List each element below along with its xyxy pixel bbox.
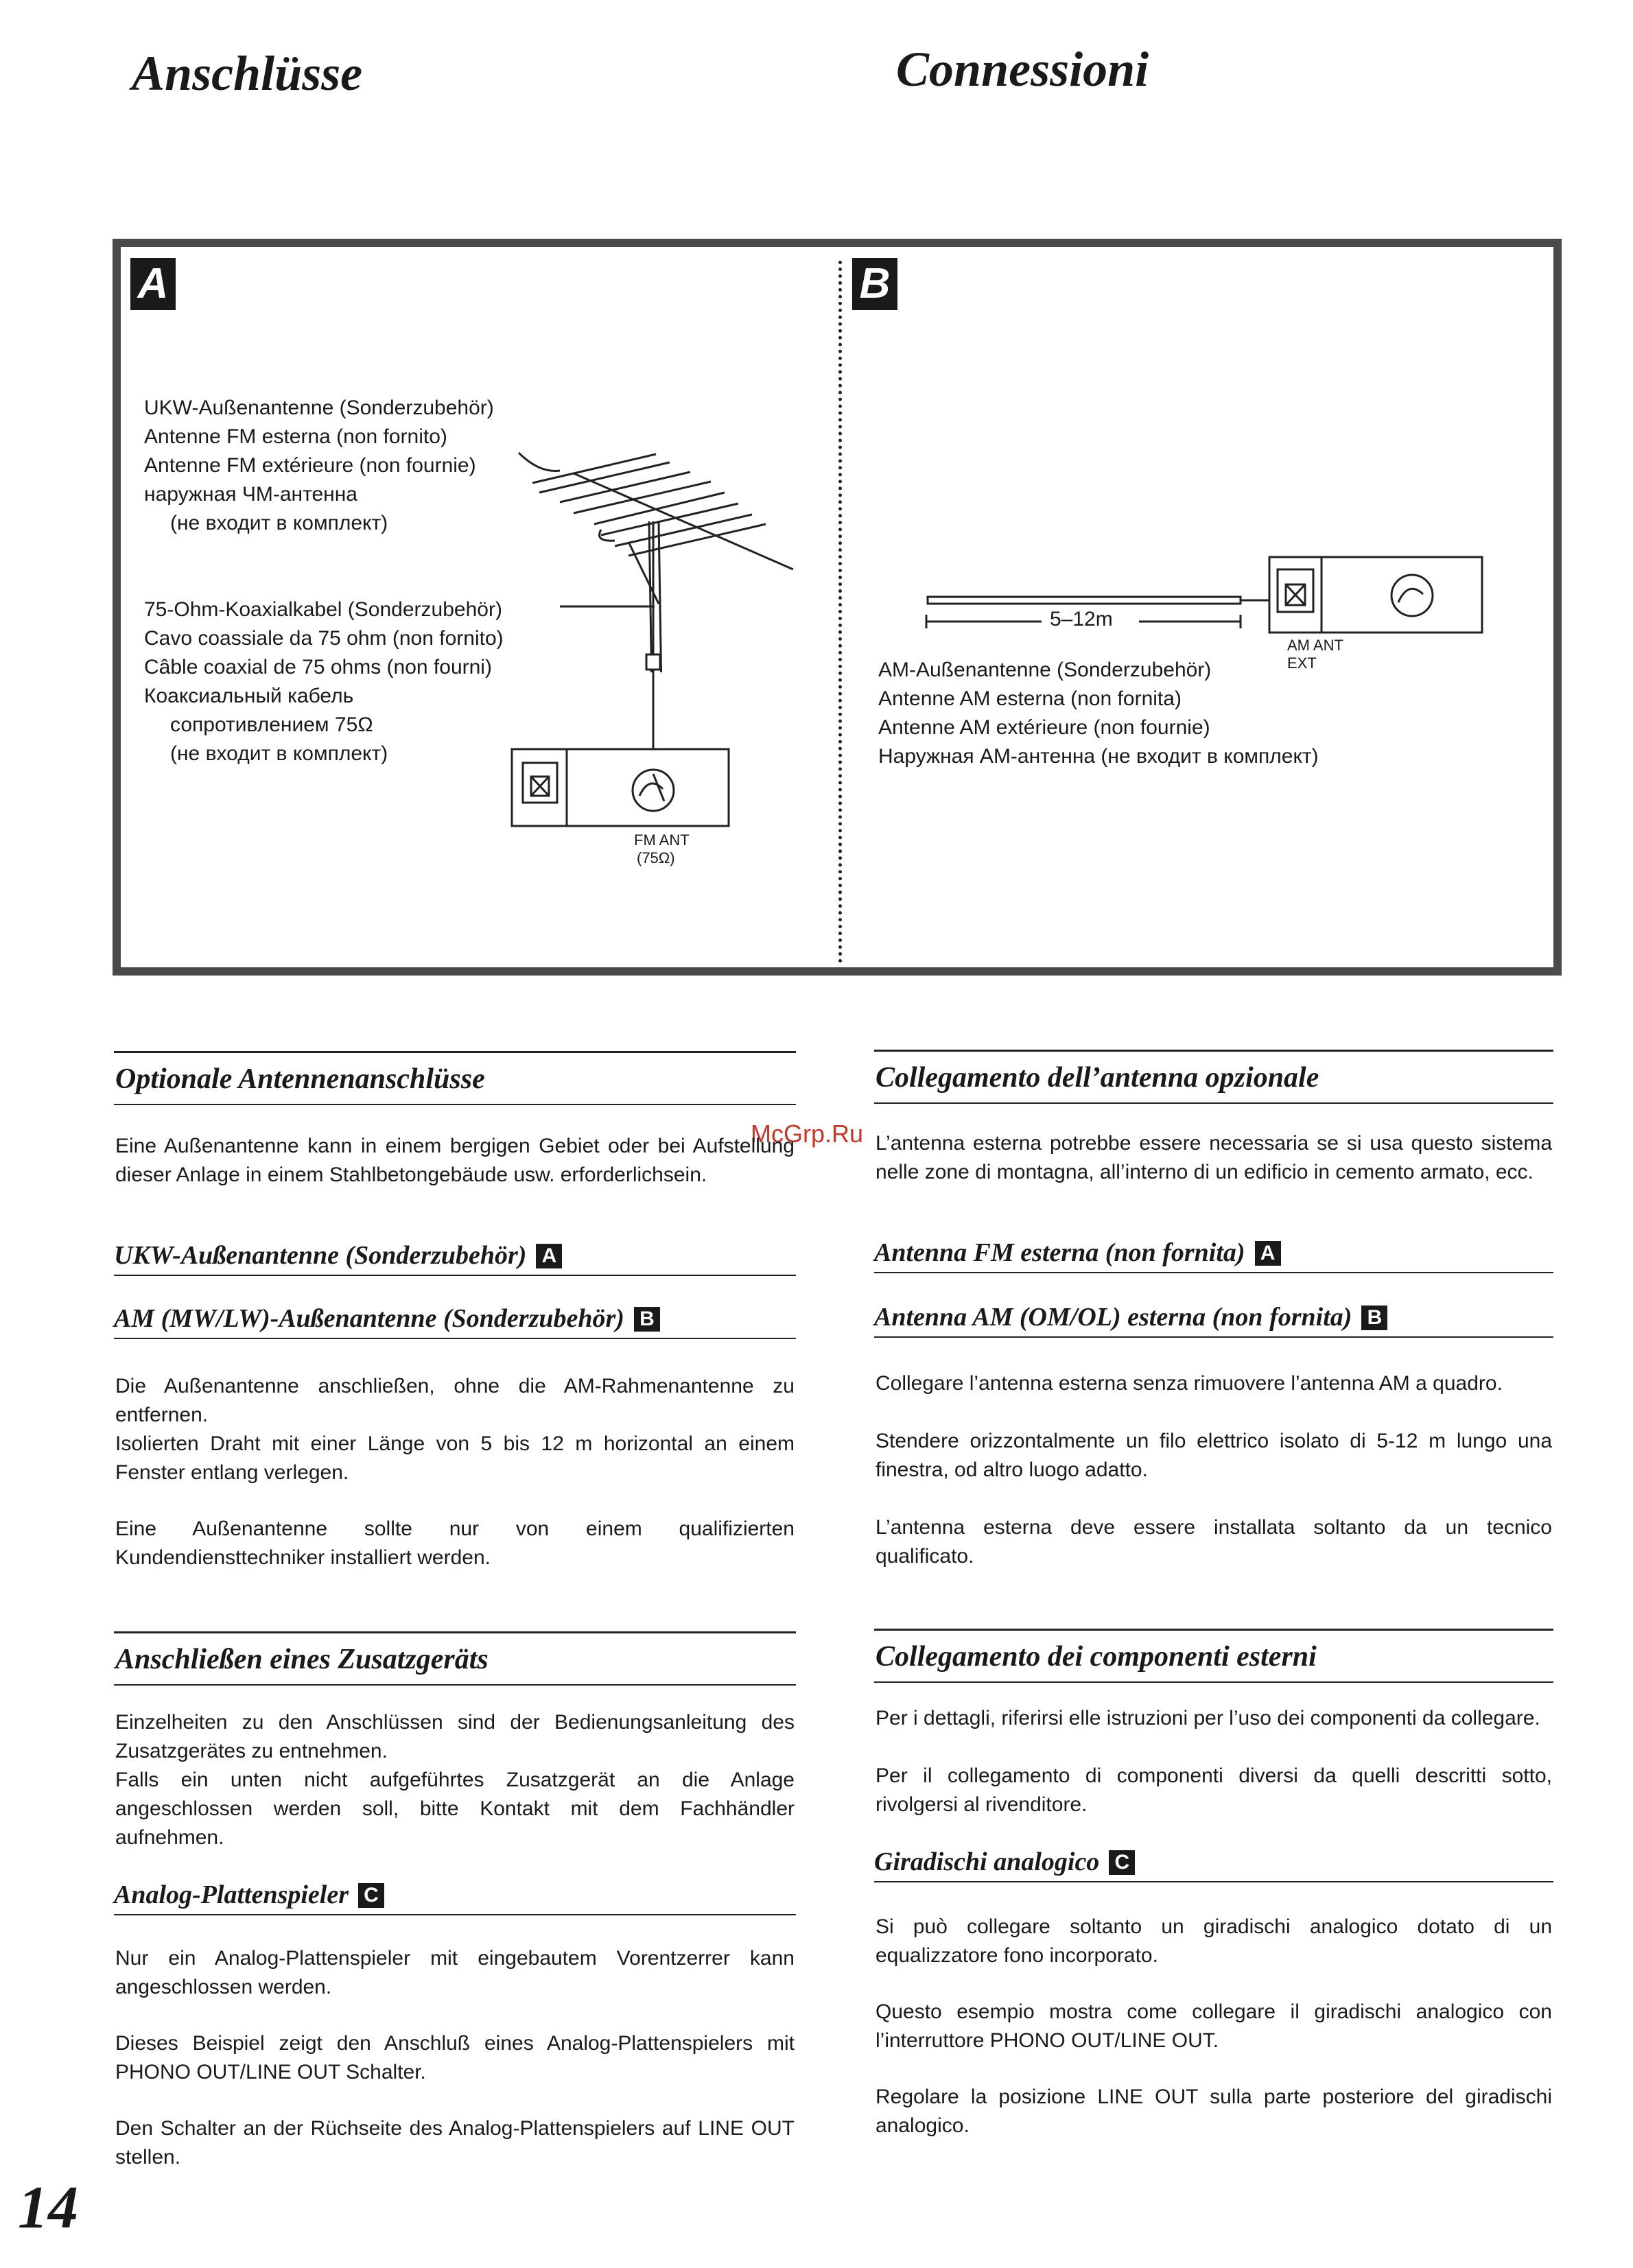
am-antenna-line: AM-Außenantenne (Sonderzubehör) [878,659,1212,681]
figure-ref-badge: B [1361,1306,1387,1330]
section-heading-accessory-it: Collegamento dei componenti esterni [874,1629,1553,1683]
subheading-turntable-it [874,1847,1553,1882]
coax-line: (не входит в комплект) [170,742,388,765]
subheading-text: Antenna FM esterna (non fornita) [874,1238,1245,1267]
paragraph: Per i dettagli, riferirsi elle istruzioni per l’uso dei componenti da collegare. [876,1707,1540,1729]
paragraph: Die Außenantenne anschließen, ohne die AM-Rahmenantenne zu entfernen. [115,1375,795,1426]
paragraph: Regolare la posizione LINE OUT sulla parte posteriore del giradischi analogico. [876,2086,1552,2137]
section-heading-accessory-de: Anschließen eines Zusatzgeräts [114,1631,796,1686]
paragraph: Isolierten Draht mit einer Länge von 5 bis 12 m horizontal an einem Fenster entlang verlegen. [115,1432,795,1484]
fm-antenna-line: UKW-Außenantenne (Sonderzubehör) [144,397,494,419]
am-antenna-label [878,656,1319,771]
paragraph: Eine Außenantenne kann in einem bergigen Gebiet oder bei Aufstellung dieser Anlage in einem Stahlbetongebäude usw. erforderlichsein. [115,1135,795,1186]
figure-ref-badge: A [536,1244,562,1268]
coax-line: Câble coaxial de 75 ohms (non fourni) [144,656,492,678]
paragraph: Nur ein Analog-Plattenspieler mit eingebautem Vorentzerrer kann angeschlossen werden. [115,1947,795,1998]
subheading-text: Giradischi analogico [874,1847,1100,1876]
paragraph: Einzelheiten zu den Anschlüssen sind der Bedienungsanleitung des Zusatzgerätes zu entnehmen. [115,1711,795,1762]
paragraph: Falls ein unten nicht aufgeführtes Zusatzgerät an die Anlage angeschlossen werden soll, bitte Kontakt mit dem Fachhändler aufnehmen. [115,1769,795,1849]
watermark: McGrp.Ru [751,1120,864,1148]
subheading-text: AM (MW/LW)-Außenantenne (Sonderzubehör) [114,1304,624,1333]
figure-ref-badge: C [358,1883,384,1908]
am-antenna-line: Наружная AM-антенна (не входит в комплект) [878,745,1319,768]
paragraph: Dieses Beispiel zeigt den Anschluß eines Analog-Plattenspielers mit PHONO OUT/LINE OUT Schalter. [115,2032,795,2083]
figure-ref-badge: C [1109,1850,1135,1875]
fm-antenna-line: Antenne FM extérieure (non fournie) [144,454,476,477]
am-antenna-line: Antenne AM esterna (non fornita) [878,687,1182,710]
paragraph: Per il collegamento di componenti diversi da quelli descritti sotto, rivolgersi al rivenditore. [876,1764,1552,1816]
coax-line: Коаксиальный кабель [144,685,354,707]
fm-antenna-line: наружная ЧМ-антенна [144,483,357,506]
fm-antenna-illustration [121,247,834,967]
section-heading-optional-antenna-it: Collegamento dell’antenna opzionale [874,1050,1553,1104]
coax-line: 75-Ohm-Koaxialkabel (Sonderzubehör) [144,598,502,621]
page-number: 14 [18,2175,78,2241]
subheading-text: Antenna AM (OM/OL) esterna (non fornita) [874,1303,1352,1332]
paragraph: Den Schalter an der Rüchseite des Analog-Plattenspielers auf LINE OUT stellen. [115,2117,795,2169]
fm-antenna-line: Antenne FM esterna (non fornito) [144,425,447,448]
paragraph: Stendere orizzontalmente un filo elettrico isolato di 5-12 m lungo una finestra, od altro luogo adatto. [876,1430,1552,1481]
am-antenna-line: Antenne AM extérieure (non fournie) [878,716,1210,739]
fm-ant-impedance-label: (75Ω) [637,849,675,866]
paragraph: Collegare l’antenna esterna senza rimuovere l’antenna AM a quadro. [876,1372,1503,1395]
subheading-am-antenna-it [874,1302,1553,1338]
fm-antenna-line: (не входит в комплект) [170,512,388,534]
paragraph: Questo esempio mostra come collegare il giradischi analogico con l’interruttore PHONO OUT/LINE OUT. [876,2000,1552,2052]
panel-a-badge: A [130,258,176,310]
subheading-fm-antenna-it [874,1238,1553,1273]
antenna-connection-diagram [113,239,1562,976]
fm-ant-terminal-label: FM ANT [634,831,690,849]
subheading-text: UKW-Außenantenne (Sonderzubehör) [114,1241,527,1270]
coax-line: сопротивлением 75Ω [170,713,373,736]
paragraph: Si può collegare soltanto un giradischi analogico dotato di un equalizzatore fono incorporato. [876,1915,1552,1967]
am-ant-ext-label: EXT [1287,654,1317,672]
am-antenna-illustration [841,247,1555,967]
paragraph: L’antenna esterna potrebbe essere necessaria se si usa questo sistema nelle zone di montagna, all’interno di un edificio in cemento armato, ecc. [876,1132,1552,1183]
am-ant-terminal-label: AM ANT [1287,637,1343,654]
panel-b-badge: B [852,258,897,310]
subheading-text: Analog-Plattenspieler [114,1880,349,1909]
page-title-italian: Connessioni [896,42,1149,97]
page-title-german: Anschlüsse [132,46,363,101]
wire-length-label: 5–12m [1050,608,1113,630]
coax-line: Cavo coassiale da 75 ohm (non fornito) [144,627,504,650]
figure-ref-badge: A [1255,1241,1281,1266]
figure-ref-badge: B [634,1307,660,1332]
paragraph: Eine Außenantenne sollte nur von einem qualifizierten Kundendiensttechniker installiert werden. [115,1517,795,1569]
subheading-fm-antenna-de [114,1240,796,1276]
subheading-am-antenna-de [114,1303,796,1339]
paragraph: L’antenna esterna deve essere installata soltanto da un tecnico qualificato. [876,1516,1552,1568]
subheading-turntable-de [114,1880,796,1915]
section-heading-optional-antenna-de: Optionale Antennenanschlüsse [114,1051,796,1105]
